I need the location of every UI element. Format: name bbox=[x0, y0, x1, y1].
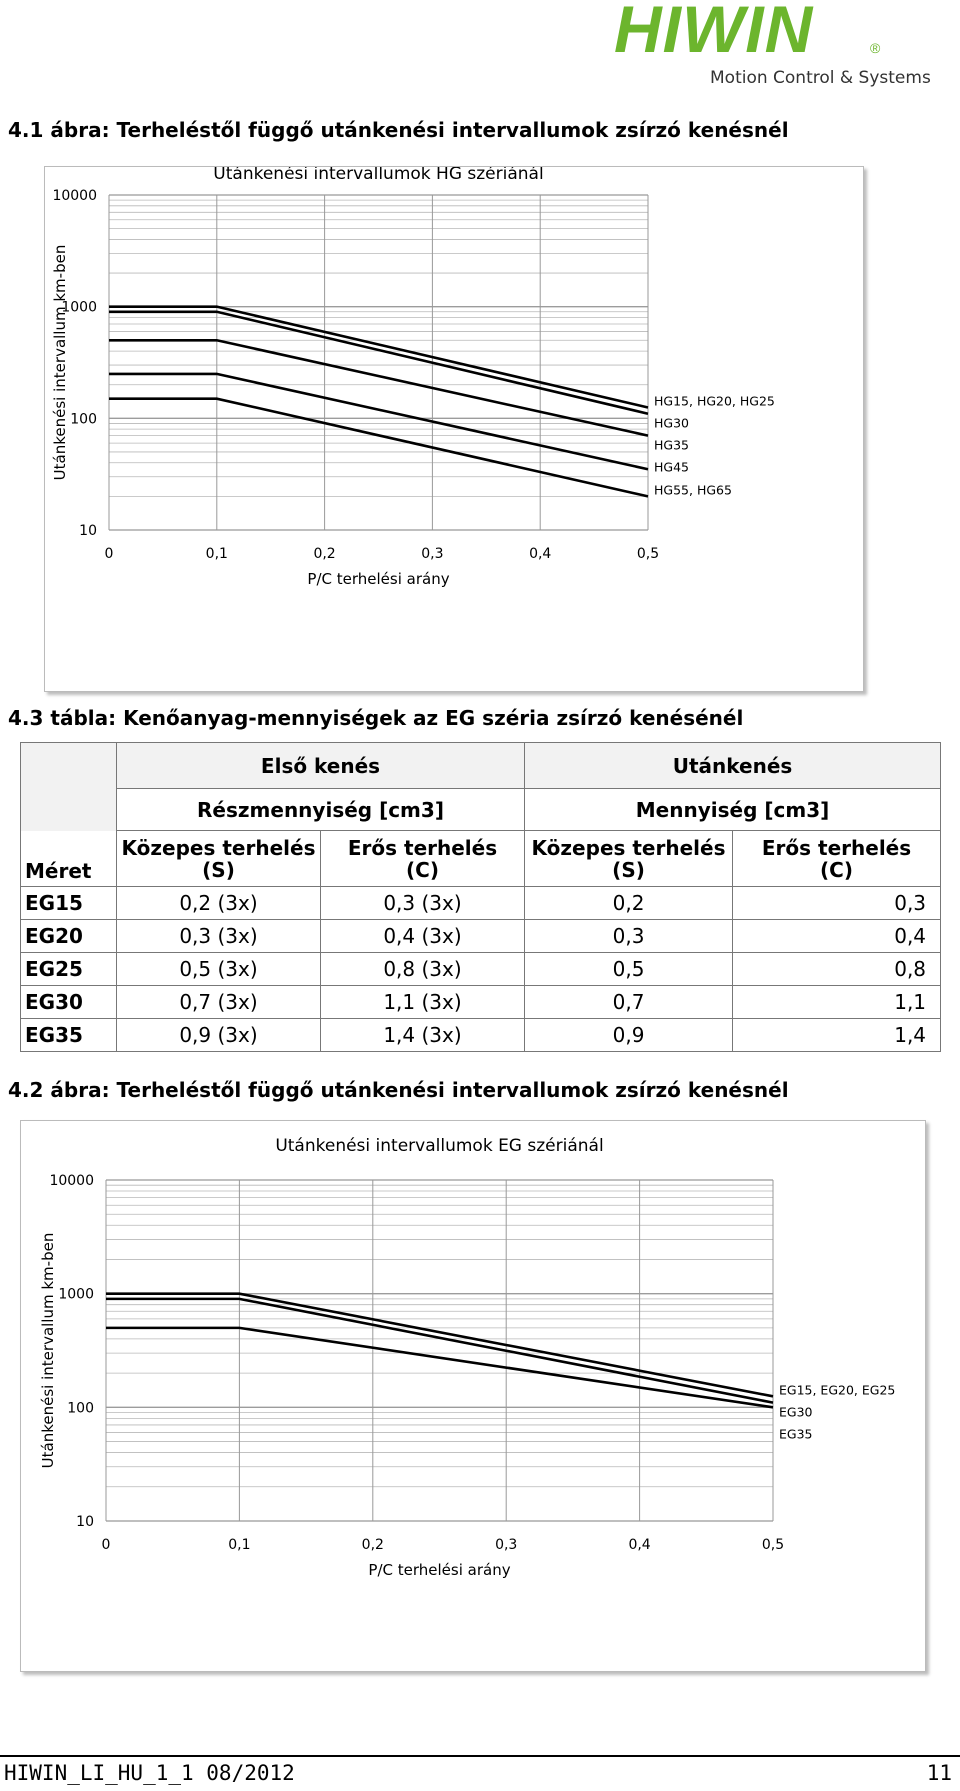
qty-header: Mennyiség [cm3] bbox=[525, 789, 941, 831]
x-tick-label: 0 bbox=[101, 1537, 111, 1553]
x-tick-label: 0 bbox=[104, 546, 114, 562]
series-label: HG15, HG20, HG25 bbox=[654, 393, 775, 409]
y-tick-label: 10000 bbox=[49, 1173, 94, 1189]
series-line bbox=[109, 307, 648, 408]
x-tick-label: 0,3 bbox=[495, 1537, 518, 1553]
table-corner-cell bbox=[21, 743, 117, 789]
x-axis-label: P/C terhelési arány bbox=[307, 570, 450, 588]
hiwin-logo bbox=[600, 0, 960, 92]
table-row bbox=[21, 1019, 941, 1052]
relube-header: Utánkenés bbox=[525, 743, 941, 789]
size-cell: EG15 bbox=[21, 887, 117, 920]
re-c-cell: 1,4 bbox=[733, 1019, 941, 1052]
re-s-cell: 0,7 bbox=[525, 986, 733, 1019]
series-label: EG15, EG20, EG25 bbox=[779, 1382, 896, 1398]
logo-wordmark: HIWIN bbox=[614, 0, 814, 66]
re-heavy-header bbox=[733, 831, 941, 887]
x-tick-label: 0,5 bbox=[636, 546, 660, 562]
x-tick-label: 0,2 bbox=[361, 1537, 384, 1553]
re-s-cell: 0,9 bbox=[525, 1019, 733, 1052]
re-s-cell: 0,2 bbox=[525, 887, 733, 920]
first-s-cell: 0,7 (3x) bbox=[117, 986, 321, 1019]
figure1-caption: 4.1 ábra: Terheléstől függő utánkenési intervallumok zsírzó kenésnél bbox=[8, 118, 789, 142]
header-line: (S) bbox=[202, 857, 235, 882]
table-row bbox=[21, 953, 941, 986]
first-s-cell: 0,2 (3x) bbox=[117, 887, 321, 920]
series-label: HG30 bbox=[654, 415, 689, 431]
x-tick-label: 0,5 bbox=[761, 1537, 785, 1553]
x-axis-label: P/C terhelési arány bbox=[368, 1561, 511, 1579]
x-tick-label: 0,1 bbox=[228, 1537, 251, 1553]
series-line bbox=[109, 399, 648, 497]
y-tick-label: 100 bbox=[70, 411, 97, 428]
x-tick-label: 0,4 bbox=[628, 1537, 651, 1553]
size-cell: EG35 bbox=[21, 1019, 117, 1052]
table-corner-cell bbox=[21, 789, 117, 831]
registered-mark: ® bbox=[870, 40, 881, 56]
y-axis-label: Utánkenési intervallum km-ben bbox=[39, 1232, 57, 1469]
series-line bbox=[106, 1294, 773, 1397]
x-tick-label: 0,4 bbox=[529, 546, 552, 562]
size-cell: EG25 bbox=[21, 953, 117, 986]
header-line: (C) bbox=[406, 857, 439, 882]
partial-qty-header: Részmennyiség [cm3] bbox=[117, 789, 525, 831]
y-tick-label: 10 bbox=[79, 523, 97, 539]
first-heavy-header bbox=[321, 831, 525, 887]
y-axis-label: Utánkenési intervallum km-ben bbox=[51, 244, 69, 481]
first-s-cell: 0,3 (3x) bbox=[117, 920, 321, 953]
first-c-cell: 1,4 (3x) bbox=[321, 1019, 525, 1052]
table-caption: 4.3 tábla: Kenőanyag-mennyiségek az EG széria zsírzó kenésénél bbox=[8, 706, 744, 730]
x-tick-label: 0,2 bbox=[313, 546, 336, 562]
chart-title: Utánkenési intervallumok EG szériánál bbox=[275, 1136, 604, 1156]
first-c-cell: 1,1 (3x) bbox=[321, 986, 525, 1019]
first-lube-header: Első kenés bbox=[117, 743, 525, 789]
y-tick-label: 10000 bbox=[52, 188, 97, 204]
series-label: EG35 bbox=[779, 1426, 813, 1442]
header-line: Közepes terhelés bbox=[531, 835, 726, 860]
size-cell: EG30 bbox=[21, 986, 117, 1019]
y-tick-label: 100 bbox=[67, 1400, 94, 1417]
logo-tagline: Motion Control & Systems bbox=[710, 68, 931, 88]
table-row bbox=[21, 887, 941, 920]
re-s-cell: 0,3 bbox=[525, 920, 733, 953]
first-c-cell: 0,8 (3x) bbox=[321, 953, 525, 986]
page-number: 11 bbox=[926, 1761, 952, 1785]
header-line: Közepes terhelés bbox=[121, 835, 316, 860]
re-c-cell: 0,4 bbox=[733, 920, 941, 953]
size-header: Méret bbox=[21, 831, 117, 887]
size-cell: EG20 bbox=[21, 920, 117, 953]
table-row bbox=[21, 986, 941, 1019]
x-tick-label: 0,1 bbox=[205, 546, 228, 562]
eg-interval-chart bbox=[21, 1121, 925, 1671]
footer-rule bbox=[0, 1755, 960, 1757]
hg-interval-chart bbox=[45, 167, 863, 691]
y-tick-label: 1000 bbox=[58, 1286, 94, 1303]
first-c-cell: 0,4 (3x) bbox=[321, 920, 525, 953]
series-line bbox=[106, 1328, 773, 1407]
footer-document-id: HIWIN_LI_HU_1_1 08/2012 bbox=[4, 1761, 295, 1785]
chart-title: Utánkenési intervallumok HG szériánál bbox=[213, 167, 544, 184]
first-c-cell: 0,3 (3x) bbox=[321, 887, 525, 920]
series-label: HG35 bbox=[654, 437, 689, 453]
first-s-cell: 0,5 (3x) bbox=[117, 953, 321, 986]
y-tick-label: 1000 bbox=[61, 299, 97, 316]
series-label: HG55, HG65 bbox=[654, 482, 732, 498]
header-line: Erős terhelés bbox=[761, 835, 912, 860]
header-line: (C) bbox=[820, 857, 853, 882]
table-row bbox=[21, 920, 941, 953]
header-line: (S) bbox=[612, 857, 645, 882]
re-s-cell: 0,5 bbox=[525, 953, 733, 986]
series-line bbox=[106, 1299, 773, 1403]
x-tick-label: 0,3 bbox=[421, 546, 444, 562]
figure2-caption: 4.2 ábra: Terheléstől függő utánkenési intervallumok zsírzó kenésnél bbox=[8, 1078, 789, 1102]
first-medium-header bbox=[117, 831, 321, 887]
first-s-cell: 0,9 (3x) bbox=[117, 1019, 321, 1052]
y-tick-label: 10 bbox=[76, 1514, 94, 1530]
eg-chart-frame bbox=[20, 1120, 926, 1672]
lubricant-quantity-table bbox=[20, 742, 941, 1052]
series-label: HG45 bbox=[654, 459, 689, 475]
re-c-cell: 0,3 bbox=[733, 887, 941, 920]
re-c-cell: 1,1 bbox=[733, 986, 941, 1019]
re-medium-header bbox=[525, 831, 733, 887]
series-label: EG30 bbox=[779, 1404, 813, 1420]
hg-chart-frame bbox=[44, 166, 864, 692]
header-line: Erős terhelés bbox=[347, 835, 498, 860]
re-c-cell: 0,8 bbox=[733, 953, 941, 986]
